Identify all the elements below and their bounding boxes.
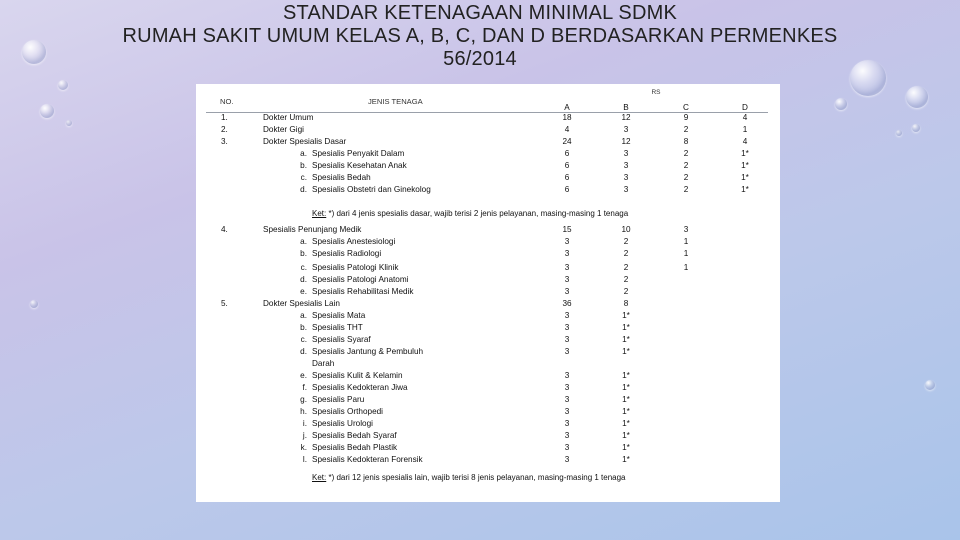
row-label: Spesialis Urologi <box>312 419 373 428</box>
water-drop-decoration <box>40 104 54 118</box>
cell-class-a: 3 <box>564 371 570 380</box>
row-sub-letter: b. <box>300 323 307 332</box>
row-sub-letter: a. <box>300 237 307 246</box>
water-drop-decoration <box>66 120 72 126</box>
header-class-a: A <box>564 103 570 112</box>
cell-class-b: 12 <box>621 113 631 122</box>
cell-class-a: 6 <box>564 185 570 194</box>
table-note <box>312 208 628 220</box>
cell-class-a: 6 <box>564 149 570 158</box>
row-sub-letter: c. <box>300 263 307 272</box>
row-label: Spesialis Syaraf <box>312 335 371 344</box>
cell-class-a: 3 <box>564 237 570 246</box>
cell-class-b: 12 <box>621 137 631 146</box>
cell-class-b: 2 <box>623 287 629 296</box>
cell-class-a: 3 <box>564 263 570 272</box>
cell-class-d: 4 <box>742 137 748 146</box>
row-label: Dokter Spesialis Lain <box>263 299 340 308</box>
row-sub-letter: a. <box>300 149 307 158</box>
row-sub-letter: h. <box>300 407 307 416</box>
note-prefix: Ket: <box>312 473 327 482</box>
cell-class-c: 2 <box>683 125 689 134</box>
cell-class-d: 1* <box>741 173 749 182</box>
cell-class-c: 2 <box>683 185 689 194</box>
row-label: Spesialis Bedah <box>312 173 371 182</box>
row-number: 4. <box>221 225 228 234</box>
cell-class-c: 2 <box>683 161 689 170</box>
cell-class-b: 3 <box>623 185 629 194</box>
row-sub-letter: d. <box>300 275 307 284</box>
cell-class-b: 2 <box>623 275 629 284</box>
row-label: Spesialis Orthopedi <box>312 407 383 416</box>
row-label: Spesialis Bedah Syaraf <box>312 431 397 440</box>
cell-class-b: 2 <box>623 249 629 258</box>
cell-class-a: 3 <box>564 455 570 464</box>
water-drop-decoration <box>912 124 920 132</box>
row-number: 5. <box>221 299 228 308</box>
table-note <box>312 472 626 484</box>
cell-class-a: 3 <box>564 419 570 428</box>
row-sub-letter: l. <box>302 455 307 464</box>
cell-class-d: 1* <box>741 149 749 158</box>
row-sub-letter: e. <box>300 371 307 380</box>
cell-class-b: 2 <box>623 237 629 246</box>
row-sub-letter: c. <box>300 173 307 182</box>
cell-class-b: 1* <box>622 335 630 344</box>
row-label: Spesialis THT <box>312 323 363 332</box>
note-text: *) dari 12 jenis spesialis lain, wajib terisi 8 jenis pelayanan, masing-masing 1 tenaga <box>326 473 626 482</box>
water-drop-decoration <box>835 98 847 110</box>
cell-class-c: 2 <box>683 173 689 182</box>
row-sub-letter: d. <box>300 347 307 356</box>
cell-class-a: 24 <box>562 137 572 146</box>
row-label: Dokter Spesialis Dasar <box>263 137 347 146</box>
row-label-continued: Darah <box>312 359 335 368</box>
cell-class-c: 9 <box>683 113 689 122</box>
cell-class-b: 3 <box>623 161 629 170</box>
cell-class-b: 1* <box>622 323 630 332</box>
cell-class-a: 3 <box>564 249 570 258</box>
cell-class-a: 4 <box>564 125 570 134</box>
row-sub-letter: f. <box>302 383 307 392</box>
water-drop-decoration <box>30 300 38 308</box>
row-label: Dokter Umum <box>263 113 314 122</box>
water-drop-decoration <box>896 130 902 136</box>
staffing-table <box>196 84 780 502</box>
row-label: Spesialis Paru <box>312 395 365 404</box>
row-label: Spesialis Penyakit Dalam <box>312 149 405 158</box>
row-label: Spesialis Kedokteran Jiwa <box>312 383 408 392</box>
cell-class-c: 2 <box>683 149 689 158</box>
cell-class-b: 3 <box>623 173 629 182</box>
note-text: *) dari 4 jenis spesialis dasar, wajib terisi 2 jenis pelayanan, masing-masing 1 tenaga <box>326 209 629 218</box>
row-label: Spesialis Jantung & Pembuluh <box>312 347 424 356</box>
row-number: 3. <box>221 137 228 146</box>
cell-class-a: 3 <box>564 335 570 344</box>
header-jenis-tenaga: JENIS TENAGA <box>368 97 423 106</box>
cell-class-c: 1 <box>683 237 689 246</box>
water-drop-decoration <box>22 40 46 64</box>
row-sub-letter: d. <box>300 185 307 194</box>
row-label: Spesialis Patologi Anatomi <box>312 275 409 284</box>
slide-title <box>60 2 900 71</box>
row-label: Spesialis Anestesiologi <box>312 237 396 246</box>
cell-class-a: 3 <box>564 395 570 404</box>
cell-class-d: 1 <box>742 125 748 134</box>
cell-class-a: 3 <box>564 383 570 392</box>
row-label: Spesialis Radiologi <box>312 249 382 258</box>
water-drop-decoration <box>925 380 935 390</box>
cell-class-a: 6 <box>564 173 570 182</box>
cell-class-b: 1* <box>622 395 630 404</box>
water-drop-decoration <box>58 80 68 90</box>
cell-class-d: 4 <box>742 113 748 122</box>
cell-class-b: 3 <box>623 149 629 158</box>
cell-class-a: 3 <box>564 323 570 332</box>
row-label: Spesialis Penunjang Medik <box>263 225 362 234</box>
cell-class-b: 1* <box>622 443 630 452</box>
cell-class-b: 1* <box>622 311 630 320</box>
cell-class-b: 2 <box>623 263 629 272</box>
row-sub-letter: i. <box>302 419 307 428</box>
header-class-c: C <box>683 103 689 112</box>
header-rs: RS <box>651 89 661 96</box>
cell-class-c: 1 <box>683 249 689 258</box>
cell-class-b: 1* <box>622 383 630 392</box>
cell-class-b: 1* <box>622 455 630 464</box>
row-label: Spesialis Kesehatan Anak <box>312 161 407 170</box>
cell-class-c: 8 <box>683 137 689 146</box>
cell-class-c: 3 <box>683 225 689 234</box>
cell-class-a: 18 <box>562 113 572 122</box>
cell-class-a: 3 <box>564 407 570 416</box>
row-label: Spesialis Kulit & Kelamin <box>312 371 403 380</box>
row-label: Dokter Gigi <box>263 125 304 134</box>
cell-class-a: 3 <box>564 431 570 440</box>
cell-class-b: 1* <box>622 371 630 380</box>
row-sub-letter: g. <box>300 395 307 404</box>
cell-class-b: 1* <box>622 419 630 428</box>
cell-class-a: 3 <box>564 311 570 320</box>
row-sub-letter: b. <box>300 161 307 170</box>
cell-class-d: 1* <box>741 185 749 194</box>
row-sub-letter: c. <box>300 335 307 344</box>
row-sub-letter: k. <box>300 443 307 452</box>
row-sub-letter: b. <box>300 249 307 258</box>
cell-class-b: 3 <box>623 125 629 134</box>
header-class-d: D <box>742 103 748 112</box>
row-label: Spesialis Obstetri dan Ginekolog <box>312 185 431 194</box>
note-prefix: Ket: <box>312 209 327 218</box>
header-class-b: B <box>623 103 629 112</box>
row-label: Spesialis Mata <box>312 311 366 320</box>
row-number: 1. <box>221 113 228 122</box>
cell-class-a: 15 <box>562 225 572 234</box>
water-drop-decoration <box>906 86 928 108</box>
title-line-1: STANDAR KETENAGAAN MINIMAL SDMK <box>282 2 678 24</box>
row-sub-letter: e. <box>300 287 307 296</box>
cell-class-b: 10 <box>621 225 631 234</box>
cell-class-a: 3 <box>564 347 570 356</box>
cell-class-b: 1* <box>622 407 630 416</box>
row-sub-letter: a. <box>300 311 307 320</box>
title-line-2: RUMAH SAKIT UMUM KELAS A, B, C, DAN D BERDASARKAN PERMENKES <box>122 25 838 47</box>
cell-class-a: 6 <box>564 161 570 170</box>
cell-class-a: 3 <box>564 275 570 284</box>
cell-class-a: 36 <box>562 299 572 308</box>
cell-class-b: 1* <box>622 347 630 356</box>
row-label: Spesialis Kedokteran Forensik <box>312 455 423 464</box>
header-no: NO. <box>220 97 234 106</box>
cell-class-b: 1* <box>622 431 630 440</box>
row-sub-letter: j. <box>302 431 307 440</box>
cell-class-a: 3 <box>564 443 570 452</box>
cell-class-b: 8 <box>623 299 629 308</box>
title-line-3: 56/2014 <box>443 48 517 70</box>
row-number: 2. <box>221 125 228 134</box>
cell-class-a: 3 <box>564 287 570 296</box>
row-label: Spesialis Patologi Klinik <box>312 263 399 272</box>
row-label: Spesialis Bedah Plastik <box>312 443 398 452</box>
cell-class-d: 1* <box>741 161 749 170</box>
cell-class-c: 1 <box>683 263 689 272</box>
row-label: Spesialis Rehabilitasi Medik <box>312 287 414 296</box>
